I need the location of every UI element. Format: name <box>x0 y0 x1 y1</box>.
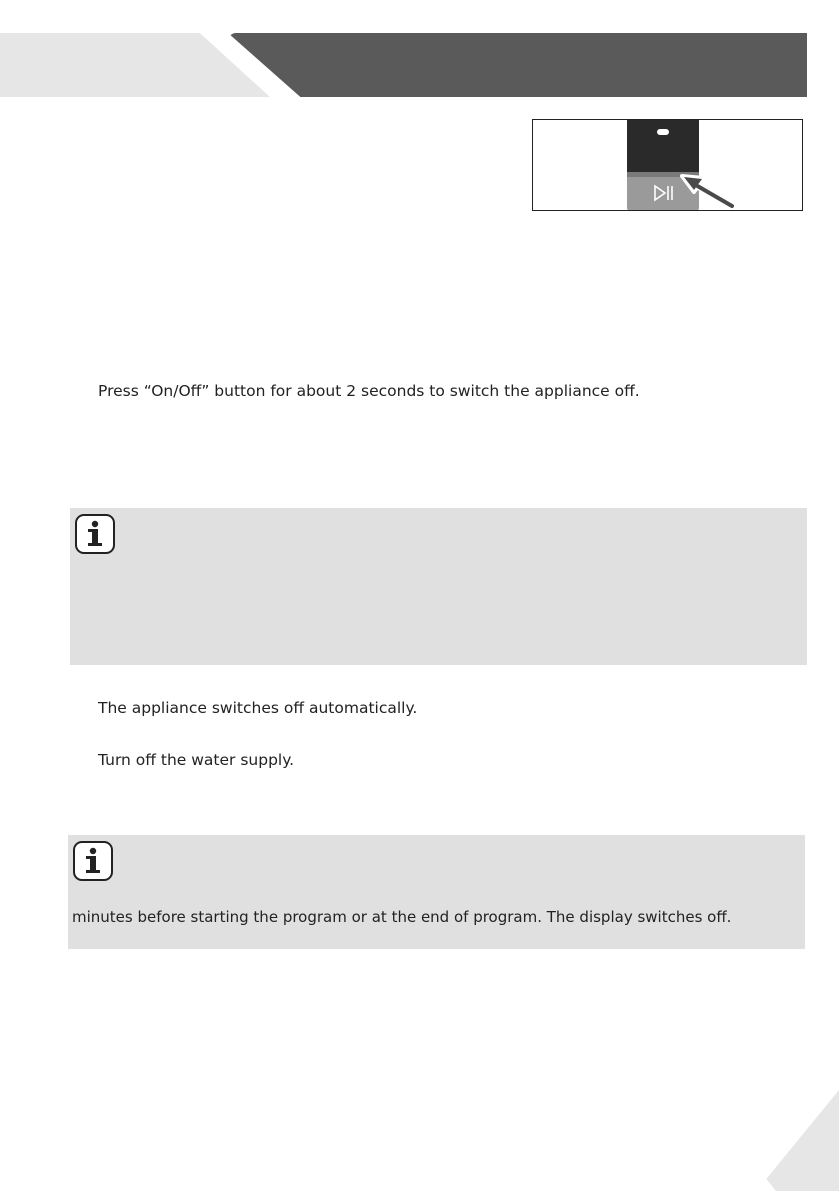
info-icon <box>75 514 115 554</box>
info-note-2 <box>68 835 805 949</box>
step-auto-off: The appliance switches off automatically. <box>98 699 418 717</box>
play-pause-icon <box>653 184 675 202</box>
arrow-icon <box>678 164 738 210</box>
info-note-1 <box>70 508 807 665</box>
info-icon <box>73 841 113 881</box>
display-indicator <box>657 129 669 135</box>
note-2-text: minutes before starting the program or at the end of program. The display switches off. <box>72 908 732 926</box>
page-corner-tab <box>760 1090 839 1191</box>
header-bar <box>228 33 807 97</box>
control-panel-illustration <box>532 119 803 211</box>
step-water-supply: Turn off the water supply. <box>98 751 295 769</box>
step-switch-off: Press “On/Off” button for about 2 seconds to switch the appliance off. <box>98 382 640 400</box>
header-tab-light <box>0 33 270 97</box>
